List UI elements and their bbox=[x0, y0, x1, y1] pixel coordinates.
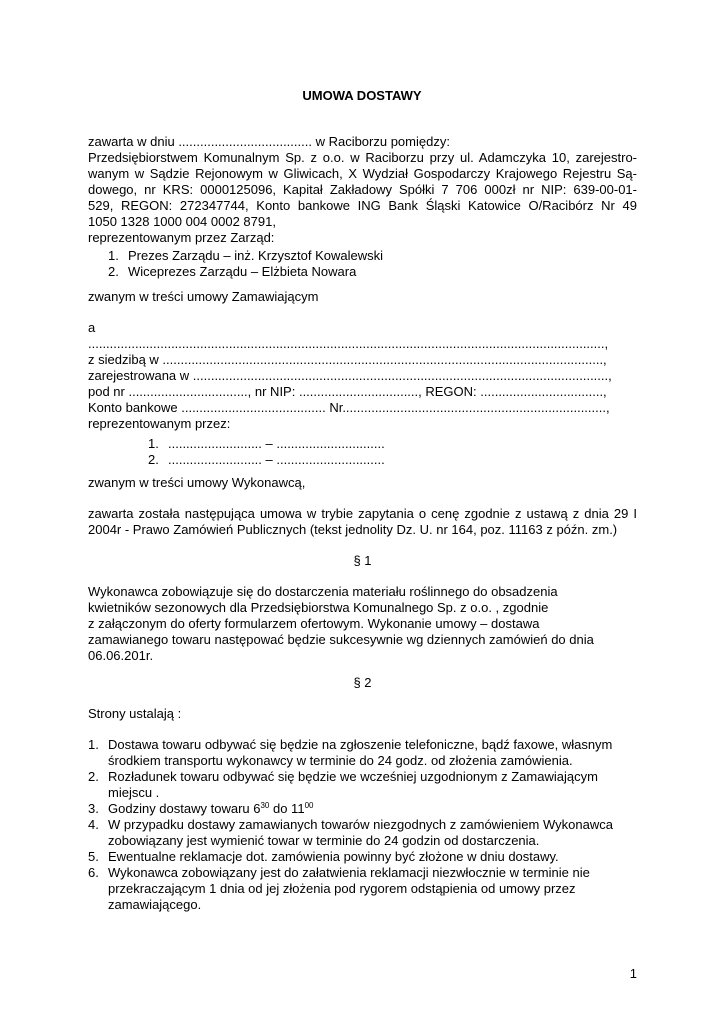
section-line: zamawianego towaru następować będzie sukcesywnie wg dziennych zamówień do dnia bbox=[88, 632, 594, 647]
intro-line: dowego, nr KRS: 0000125096, Kapitał Zakładowy Spółki 7 706 000zł nr NIP: 639-00-01- bbox=[88, 182, 637, 197]
section-1-text bbox=[88, 584, 637, 664]
section-2-heading: § 2 bbox=[353, 675, 372, 690]
contractor-line: ..............................................................................................................................................., bbox=[88, 336, 609, 351]
intro-line: Przedsiębiorstwem Komunalnym Sp. z o.o. w Raciborzu przy ul. Adamczyka 10, zarejestro- bbox=[88, 150, 637, 165]
list-item: 5. Ewentualne reklamacje dot. zamówienia powinny być złożone w dniu dostawy. bbox=[88, 849, 559, 864]
contractor-block bbox=[88, 336, 637, 432]
contractor-line: z siedzibą w .........................................................................................................................., bbox=[88, 352, 607, 367]
list-item: 6. Wykonawca zobowiązany jest do załatwienia reklamacji niezwłocznie w terminie nie przekraczającym 1 dnia od jej złożenia pod rygorem odstąpienia od umowy przez zamawiającego. bbox=[88, 865, 590, 912]
list-item: 2. Wiceprezes Zarządu – Elżbieta Nowara bbox=[108, 264, 357, 279]
representatives-list bbox=[148, 436, 618, 468]
contractor-line: pod nr ................................., nr NIP: ................................., REGON: .................................., bbox=[88, 384, 607, 399]
section-2-list bbox=[88, 737, 637, 913]
intro-line: reprezentowanym przez Zarząd: bbox=[88, 230, 275, 245]
section-2-lead: Strony ustalają : bbox=[88, 706, 182, 721]
list-item: 1. Dostawa towaru odbywać się będzie na zgłoszenie telefoniczne, bądź faxowe, własnym środkiem transportu wykonawcy w terminie do 24 godz. od złożenia zamówienia. bbox=[88, 737, 613, 768]
section-line: 06.06.201r. bbox=[88, 648, 154, 663]
zamawiajacy-definition: zwanym w treści umowy Zamawiającym bbox=[88, 289, 319, 304]
page-number: 1 bbox=[629, 966, 637, 981]
section-line: Wykonawca zobowiązuje się do dostarczenia materiału roślinnego do obsadzenia bbox=[88, 584, 558, 599]
intro-line: 1050 1328 1000 004 0002 8791, bbox=[88, 214, 276, 229]
wykonawca-definition: zwanym w treści umowy Wykonawcą, bbox=[88, 475, 306, 490]
contractor-line: zarejestrowana w ..................................................................................................................., bbox=[88, 368, 612, 383]
contractor-line: reprezentowanym przez: bbox=[88, 416, 231, 431]
list-item: 2. .......................... – .............................. bbox=[148, 452, 385, 467]
list-item: 2. Rozładunek towaru odbywać się będzie we wcześniej uzgodnionym z Zamawiającym miejscu . bbox=[88, 769, 598, 800]
intro-paragraph bbox=[88, 134, 637, 246]
intro-line: wanym w Sądzie Rejonowym w Gliwicach, X Wydział Gospodarczy Krajowego Rejestru Są- bbox=[88, 166, 637, 181]
basis-line: zawarta została następująca umowa w trybie zapytania o cenę zgodnie z ustawą z dnia 29 I bbox=[88, 506, 637, 521]
legal-basis bbox=[88, 506, 637, 538]
party-separator: a bbox=[88, 320, 96, 335]
contractor-line: Konto bankowe ........................................ Nr........................................................................., bbox=[88, 400, 610, 415]
section-line: kwietników sezonowych dla Przedsiębiorstwa Komunalnego Sp. z o.o. , zgodnie bbox=[88, 600, 549, 615]
section-line: z załączonym do oferty formularzem ofertowym. Wykonanie umowy – dostawa bbox=[88, 616, 540, 631]
list-item: 3. Godziny dostawy towaru $6^{30}$ do $11^{00}$ bbox=[88, 801, 314, 816]
list-item: 1. Prezes Zarządu – inż. Krzysztof Kowalewski bbox=[108, 248, 384, 263]
section-1-heading: § 1 bbox=[353, 553, 372, 568]
basis-line: 2004r - Prawo Zamówień Publicznych (tekst jednolity Dz. U. nr 164, poz. 11163 z późn. zm.) bbox=[88, 522, 618, 537]
board-list bbox=[108, 248, 628, 280]
list-item: 1. .......................... – .............................. bbox=[148, 436, 385, 451]
intro-line: zawarta w dniu ..................................... w Raciborzu pomiędzy: bbox=[88, 134, 450, 149]
list-item: 4. W przypadku dostawy zamawianych towarów niezgodnych z zamówieniem Wykonawca zobowiązany jest wymienić towar w terminie do 24 godzin od dostarczenia. bbox=[88, 817, 613, 848]
document-title: UMOWA DOSTAWY bbox=[302, 88, 422, 103]
intro-line: 529, REGON: 272347744, Konto bankowe ING Bank Śląski Katowice O/Racibórz Nr 49 bbox=[88, 198, 637, 213]
